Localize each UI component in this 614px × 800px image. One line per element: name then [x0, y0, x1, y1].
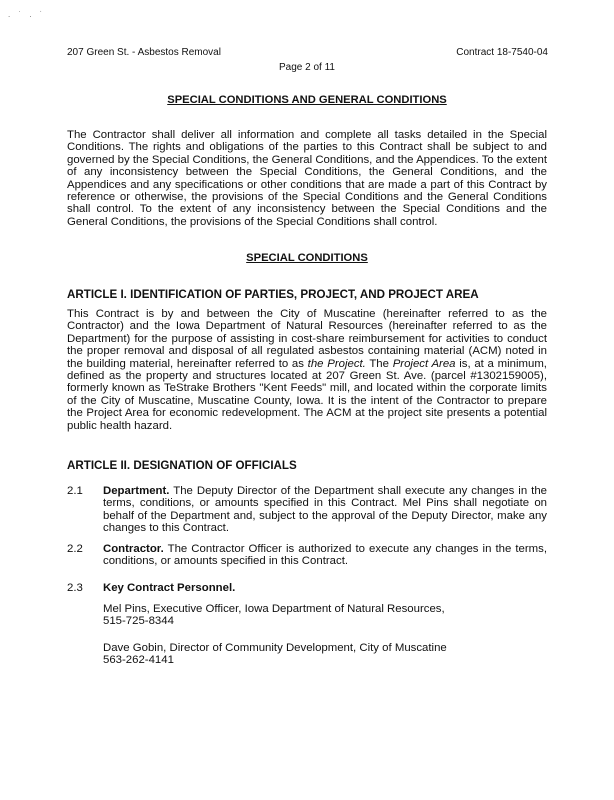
article-1-text: is, at a minimum, defined as the property and structures located at 207 Green St. Ave. (parcel #1302159005), formerly known as TeStrake Brothers "Kent Feeds" mill, and located within the corporate limits of the City of Muscatine, Muscatine County, Iowa. It is the intent of the Contractor to prepare the Project Area for economic redevelopment. The ACM at the project site presents a potential public health hazard.: [67, 357, 547, 432]
item-number: 2.2: [67, 543, 83, 555]
item-text: The Contractor Officer is authorized to execute any changes in the terms, conditions, or amounts specified in this Contract.: [103, 543, 547, 568]
header-left: 207 Green St. - Asbestos Removal: [67, 47, 221, 58]
scan-specks: . ˙ . ˙: [8, 10, 46, 19]
item-contractor: [103, 543, 547, 568]
article-1-heading: ARTICLE I. IDENTIFICATION OF PARTIES, PROJECT, AND PROJECT AREA: [67, 288, 479, 301]
article-1-project-area-term: Project Area: [392, 357, 456, 370]
item-text: The Deputy Director of the Department shall execute any changes in the terms, conditions, or amounts specified in this Contract. Mel Pins shall negotiate on behalf of the Department and, subject to the approval of the Deputy Director, make any changes to this Contract.: [103, 485, 547, 535]
item-department: [103, 485, 547, 535]
item-label: Key Contract Personnel.: [103, 582, 236, 594]
personnel-phone: 515-725-8344: [103, 615, 174, 628]
header-right: Contract 18-7540-04: [456, 47, 548, 58]
special-conditions-title: SPECIAL CONDITIONS: [246, 252, 368, 264]
article-1-text: This Contract is by and between the City of Muscatine (hereinafter referred to as the Contractor) and the Iowa Department of Natural Resources (hereinafter referred to as the Department) for the purpose of assisting in cost-share reimbursement for activities to conduct the proper removal and disposal of all regulated asbestos containing material (ACM) noted in the building material, hereinafter referred to as: [67, 308, 547, 370]
page-number: Page 2 of 11: [279, 62, 335, 73]
personnel-entry: [103, 642, 447, 667]
article-1-paragraph: [67, 308, 547, 432]
intro-paragraph: The Contractor shall deliver all information and complete all tasks detailed in the Special Conditions. The rights and obligations of the parties to this Contract shall be subject to and governed by the Special Conditions, the General Conditions, and the Appendices. To the extent of any inconsistency between the Special Conditions, the General Conditions, and the Appendices and any specifications or other conditions that are made a part of this Contract by reference or otherwise, the provisions of the Special Conditions and the General Conditions shall control. To the extent of any inconsistency between the Special Conditions and the General Conditions, the provisions of the Special Conditions shall control.: [67, 129, 547, 228]
personnel-name-title: Dave Gobin, Director of Community Development, City of Muscatine: [103, 642, 447, 654]
item-number: 2.3: [67, 582, 83, 594]
item-label: Contractor.: [103, 543, 164, 555]
item-key-personnel: [103, 582, 547, 594]
personnel-name-title: Mel Pins, Executive Officer, Iowa Department of Natural Resources,: [103, 603, 445, 615]
article-2-heading: ARTICLE II. DESIGNATION OF OFFICIALS: [67, 459, 297, 472]
item-number: 2.1: [67, 485, 83, 497]
personnel-phone: 563-262-4141: [103, 654, 174, 667]
document-title: SPECIAL CONDITIONS AND GENERAL CONDITIONS: [167, 94, 447, 106]
item-label: Department.: [103, 485, 170, 497]
article-1-text: The: [365, 357, 393, 370]
personnel-entry: [103, 603, 445, 628]
article-1-project-term: the Project.: [307, 357, 366, 370]
